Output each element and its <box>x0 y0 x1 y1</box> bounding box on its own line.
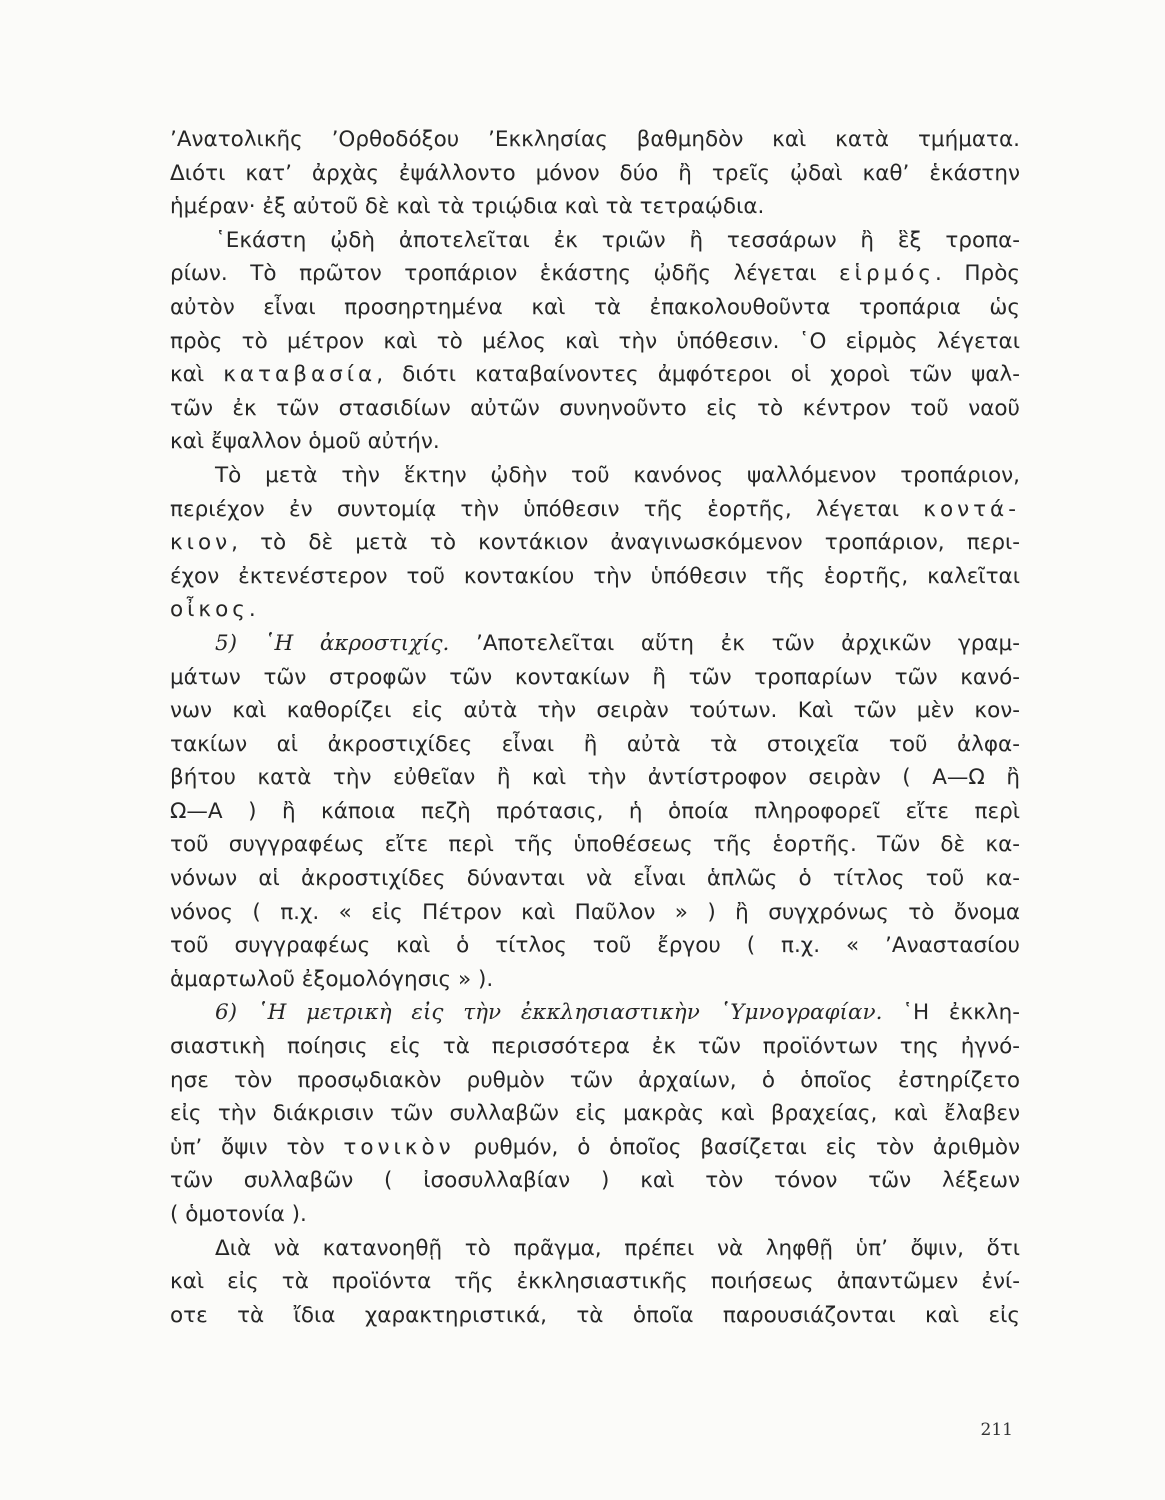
text-line: ῾Εκάστη ᾠδὴ ἀποτελεῖται ἐκ τριῶν ἢ τεσσάρων ἢ ἓξ τροπα- <box>215 227 1020 253</box>
spaced-term: εἱρμός <box>839 261 936 287</box>
section-heading: 5) ῾Η ἀκροστιχίς. <box>215 630 450 656</box>
text-line: κιον, τὸ δὲ μετὰ τὸ κοντάκιον ἀναγινωσκόμενον τροπάριον, περι- <box>170 530 1020 556</box>
text-line: οτε τὰ ἴδια χαρακτηριστικά, τὰ ὁποῖα παρουσιάζονται καὶ εἰς <box>170 1302 1020 1328</box>
text-line: Τὸ μετὰ τὴν ἕκτην ᾠδὴν τοῦ κανόνος ψαλλόμενον τροπάριον, <box>215 462 1020 488</box>
text-line: ἁμαρτωλοῦ ἐξομολόγησις » ). <box>170 966 494 992</box>
text-line: εἰς τὴν διάκρισιν τῶν συλλαβῶν εἰς μακρὰς καὶ βραχείας, καὶ ἔλαβεν <box>170 1101 1020 1127</box>
text-line: πρὸς τὸ μέτρον καὶ τὸ μέλος καὶ τὴν ὑπόθεσιν. ῾Ο εἱρμὸς λέγεται <box>170 328 1020 354</box>
text-line: αὐτὸν εἶναι προσηρτημένα καὶ τὰ ἐπακολουθοῦντα τροπάρια ὡς <box>170 294 1020 320</box>
spaced-term: τονικὸν <box>343 1134 455 1160</box>
text-line: 6) ῾Η μετρικὴ εἰς τὴν ἐκκλησιαστικὴν ῾Υμνογραφίαν. ῾Η ἐκκλη- <box>215 1000 1020 1026</box>
text-line: Διὰ νὰ κατανοηθῇ τὸ πρᾶγμα, πρέπει νὰ ληφθῇ ὑπ’ ὄψιν, ὅτι <box>215 1235 1020 1261</box>
text-line: Ω—Α ) ἢ κάποια πεζὴ πρότασις, ἡ ὁποία πληροφορεῖ εἴτε περὶ <box>170 798 1020 824</box>
text-line: τακίων αἱ ἀκροστιχίδες εἶναι ἢ αὐτὰ τὰ στοιχεῖα τοῦ ἀλφα- <box>170 731 1020 757</box>
text-line: νόνων αἱ ἀκροστιχίδες δύνανται νὰ εἶναι ἁπλῶς ὁ τίτλος τοῦ κα- <box>170 866 1020 892</box>
text-line: ησε τὸν προσῳδιακὸν ρυθμὸν τῶν ἀρχαίων, ὁ ὁποῖος ἐστηρίζετο <box>170 1067 1020 1093</box>
section-heading: 6) ῾Η μετρικὴ εἰς τὴν ἐκκλησιαστικὴν ῾Υμνογραφίαν. <box>215 1000 883 1026</box>
text-line: τῶν συλλαβῶν ( ἰσοσυλλαβίαν ) καὶ τὸν τόνον τῶν λέξεων <box>170 1168 1020 1194</box>
text-line: έχον ἐκτενέστερον τοῦ κοντακίου τὴν ὑπόθεσιν τῆς ἑορτῆς, καλεῖται <box>170 563 1020 589</box>
text-line: ’Ανατολικῆς ’Ορθοδόξου ’Εκκλησίας βαθμηδὸν καὶ κατὰ τμήματα. <box>170 127 1020 152</box>
text-line: σιαστικὴ ποίησις εἰς τὰ περισσότερα ἐκ τῶν προϊόντων της ἠγνό- <box>170 1034 1020 1060</box>
page-body <box>170 123 1020 1332</box>
spaced-term: κιον <box>170 530 232 556</box>
text-line: μάτων τῶν στροφῶν τῶν κοντακίων ἢ τῶν τροπαρίων τῶν κανό- <box>170 664 1020 690</box>
spaced-term: κοντά- <box>923 496 1020 522</box>
text-line: 5) ῾Η ἀκροστιχίς. ’Αποτελεῖται αὕτη ἐκ τῶν ἀρχικῶν γραμ- <box>215 630 1020 656</box>
text-line: καὶ ἔψαλλον ὁμοῦ αὐτήν. <box>170 429 440 455</box>
text-line: Διότι κατ’ ἀρχὰς ἐψάλλοντο μόνον δύο ἢ τρεῖς ᾠδαὶ καθ’ ἑκάστην <box>170 160 1020 186</box>
text-line: ἡμέραν· ἐξ αὐτοῦ δὲ καὶ τὰ τριῴδια καὶ τὰ τετραῴδια. <box>170 194 765 220</box>
text-line: ( ὁμοτονία ). <box>170 1202 307 1227</box>
text-line: καὶ εἰς τὰ προϊόντα τῆς ἐκκλησιαστικῆς ποιήσεως ἀπαντῶμεν ἐνί- <box>170 1269 1020 1295</box>
spaced-term: καταβασία <box>223 362 377 388</box>
text-line: βήτου κατὰ τὴν εὐθεῖαν ἢ καὶ τὴν ἀντίστροφον σειρὰν ( Α—Ω ἢ <box>170 765 1020 791</box>
text-line: τοῦ συγγραφέως καὶ ὁ τίτλος τοῦ ἔργου ( π.χ. « ’Αναστασίου <box>170 933 1020 959</box>
text-line: καὶ καταβασία, διότι καταβαίνοντες ἀμφότεροι οἱ χοροὶ τῶν ψαλ- <box>170 362 1021 388</box>
text-line: ρίων. Τὸ πρῶτον τροπάριον ἑκάστης ᾠδῆς λέγεται εἱρμός. Πρὸς <box>170 261 1020 287</box>
text-line: ὑπ’ ὄψιν τὸν τονικὸν ρυθμόν, ὁ ὁποῖος βασίζεται εἰς τὸν ἀριθμὸν <box>170 1134 1020 1160</box>
spaced-term: οἶκος <box>170 597 249 623</box>
text-line: τῶν ἐκ τῶν στασιδίων αὐτῶν συνηνοῦντο εἰς τὸ κέντρον τοῦ ναοῦ <box>170 395 1020 421</box>
text-line: περιέχον ἐν συντομίᾳ τὴν ὑπόθεσιν τῆς ἑορτῆς, λέγεται κοντά- <box>170 496 1020 522</box>
text-line: νόνος ( π.χ. « εἰς Πέτρον καὶ Παῦλον » ) ἢ συγχρόνως τὸ ὄνομα <box>170 899 1020 925</box>
text-line: τοῦ συγγραφέως εἴτε περὶ τῆς ὑποθέσεως τῆς ἑορτῆς. Τῶν δὲ κα- <box>170 832 1020 858</box>
page-number: 211 <box>980 1420 1013 1440</box>
text-line: οἶκος. <box>170 597 256 623</box>
text-line: νων καὶ καθορίζει εἰς αὐτὰ τὴν σειρὰν τούτων. Καὶ τῶν μὲν κον- <box>170 698 1020 724</box>
